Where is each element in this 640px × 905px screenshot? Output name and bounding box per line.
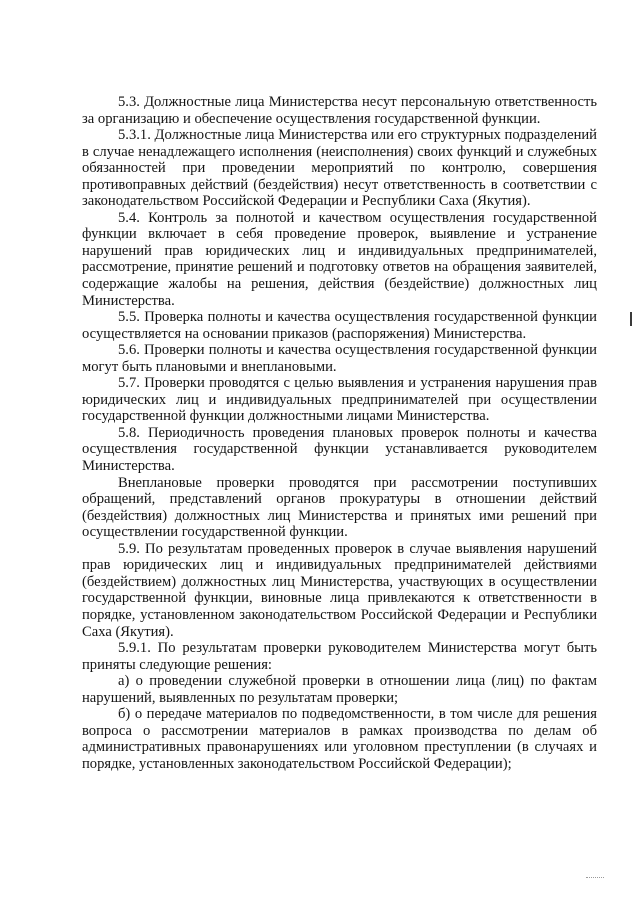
paragraph-5-5: 5.5. Проверка полноты и качества осуществления государственной функции осуществляется на основании приказов (распоряжения) Министерства. <box>82 309 597 342</box>
paragraph-5-9-1: 5.9.1. По результатам проверки руководителем Министерства могут быть приняты следующие решения: <box>82 640 597 673</box>
paragraph-item-a: а) о проведении служебной проверки в отношении лица (лиц) по фактам нарушений, выявленных по результатам проверки; <box>82 673 597 706</box>
scan-bottom-mark <box>586 877 604 879</box>
paragraph-5-8: 5.8. Периодичность проведения плановых проверок полноты и качества осуществления государственной функции устанавливается руководителем Министерства. <box>82 424 597 475</box>
paragraph-item-b: б) о передаче материалов по подведомственности, в том числе для решения вопроса о рассмотрении материалов в рамках производства по делам об административных правонарушениях или уголовном преступлении (в случаях и порядке, установленных законодательством Российской Федерации); <box>82 706 597 772</box>
scan-edge-mark <box>630 312 632 326</box>
paragraph-5-3: 5.3. Должностные лица Министерства несут персональную ответственность за организацию и обеспечение осуществления государственной функции. <box>82 94 597 127</box>
paragraph-5-6: 5.6. Проверки полноты и качества осуществления государственной функции могут быть плановыми и внеплановыми. <box>82 342 597 375</box>
paragraph-unscheduled-checks: Внеплановые проверки проводятся при рассмотрении поступивших обращений, представлений органов прокуратуры в отношении действий (бездействия) должностных лиц Министерства и принятых ими решений при осуществлении государственной функции. <box>82 474 597 541</box>
paragraph-5-4: 5.4. Контроль за полнотой и качеством осуществления государственной функции включает в себя проведение проверок, выявление и устранение нарушений прав юридических лиц и индивидуальных предпринимателей, рассмотрение, принятие решений и подготовку ответов на обращения заявителей, содержащие жалобы на решения, действия (бездействие) должностных лиц Министерства. <box>82 209 597 309</box>
paragraph-5-7: 5.7. Проверки проводятся с целью выявления и устранения нарушения прав юридических лиц и индивидуальных предпринимателей при осуществлении государственной функции должностными лицами Министерства. <box>82 375 597 425</box>
paragraph-5-3-1: 5.3.1. Должностные лица Министерства или его структурных подразделений в случае ненадлежащего исполнения (неисполнения) своих функций и служебных обязанностей при проведении мероприятий по контролю, совершения противоправных действий (бездействия) несут ответственность в соответствии с законодательством Российской Федерации и Республики Саха (Якутия). <box>82 127 597 210</box>
paragraph-5-9: 5.9. По результатам проведенных проверок в случае выявления нарушений прав юридических лиц и индивидуальных предпринимателей действиями (бездействием) должностных лиц Министерства, участвующих в осуществлении государственной функции, виновные лица привлекаются к ответственности в порядке, установленном законодательством Российской Федерации и Республики Саха (Якутия). <box>82 540 597 640</box>
document-body <box>82 94 597 772</box>
